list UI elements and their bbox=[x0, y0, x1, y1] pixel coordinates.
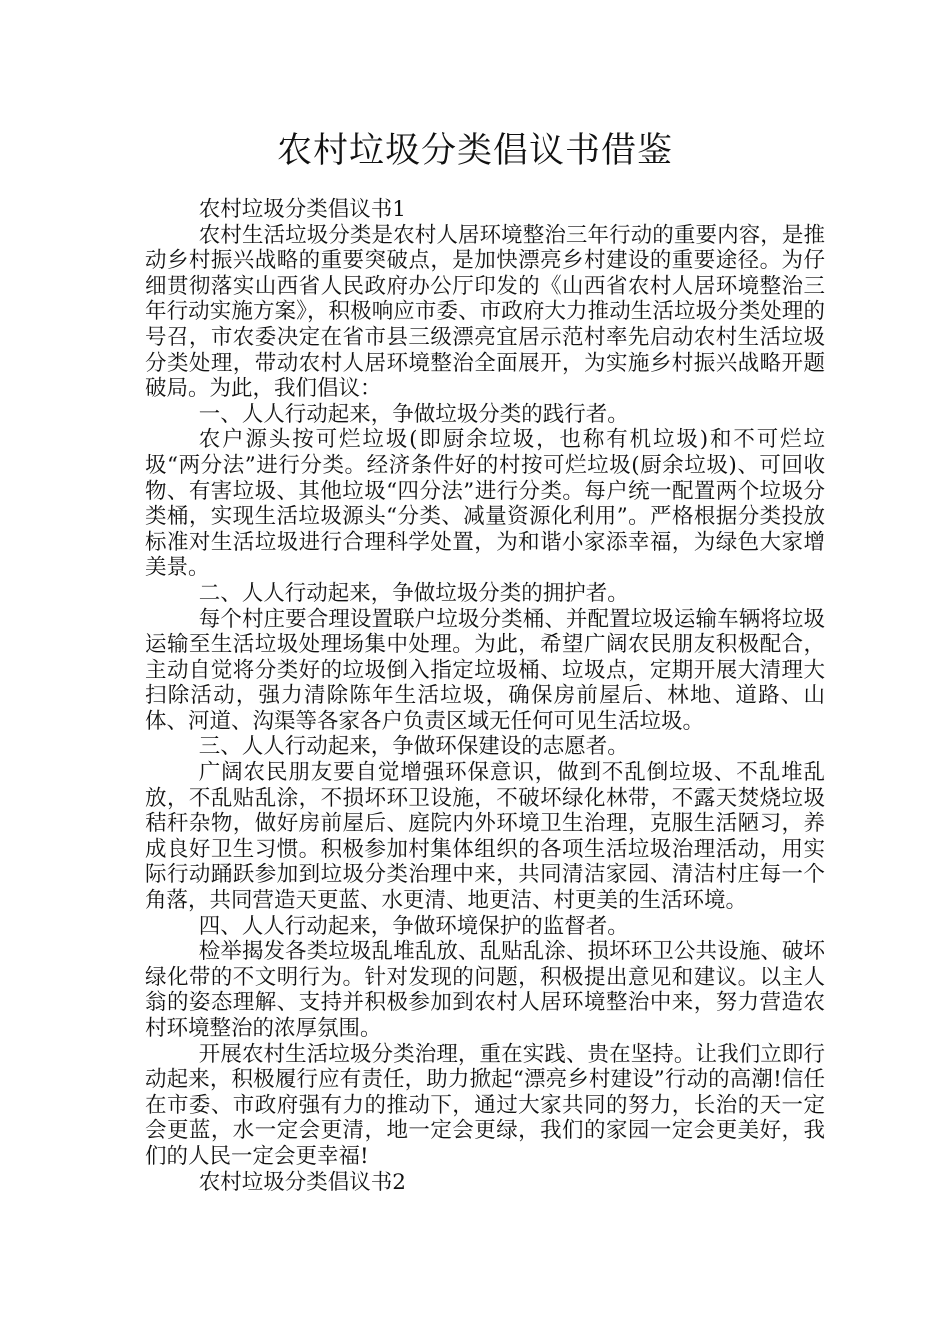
point-body-2: 每个村庄要合理设置联户垃圾分类桶、并配置垃圾运输车辆将垃圾运输至生活垃圾处理场集中处理。为此，希望广阔农民朋友积极配合，主动自觉将分类好的垃圾倒入指定垃圾桶、垃圾点，定期开展大清理大扫除活动，强力清除陈年生活垃圾，确保房前屋后、林地、道路、山体、河道、沟渠等各家各户负责区域无任何可见生活垃圾。 bbox=[145, 606, 825, 734]
section-heading-2: 农村垃圾分类倡议书2 bbox=[198, 1169, 406, 1195]
point-heading-2: 二、人人行动起来，争做垃圾分类的拥护者。 bbox=[198, 580, 629, 606]
point-body-1: 农户源头按可烂垃圾(即厨余垃圾，也称有机垃圾)和不可烂垃圾“两分法”进行分类。经济条件好的村按可烂垃圾(厨余垃圾)、可回收物、有害垃圾、其他垃圾“四分法”进行分类。每户统一配置两个垃圾分类桶，实现生活垃圾源头“分类、减量资源化利用”。严格根据分类投放标准对生活垃圾进行合理科学处置，为和谐小家添幸福，为绿色大家增美景。 bbox=[145, 427, 825, 581]
point-heading-1: 一、人人行动起来，争做垃圾分类的践行者。 bbox=[198, 401, 629, 427]
point-body-4: 检举揭发各类垃圾乱堆乱放、乱贴乱涂、损坏环卫公共设施、破坏绿化带的不文明行为。针对发现的问题，积极提出意见和建议。以主人翁的姿态理解、支持并积极参加到农村人居环境整治中来，努力营造农村环境整治的浓厚氛围。 bbox=[145, 939, 825, 1041]
document-body bbox=[145, 197, 825, 1195]
paragraph-intro: 农村生活垃圾分类是农村人居环境整治三年行动的重要内容，是推动乡村振兴战略的重要突破点，是加快漂亮乡村建设的重要途径。为仔细贯彻落实山西省人民政府办公厅印发的《山西省农村人居环境整治三年行动实施方案》，积极响应市委、市政府大力推动生活垃圾分类处理的号召，市农委决定在省市县三级漂亮宜居示范村率先启动农村生活垃圾分类处理，带动农村人居环境整治全面展开，为实施乡村振兴战略开题破局。为此，我们倡议： bbox=[145, 222, 825, 402]
document-title: 农村垃圾分类倡议书借鉴 bbox=[276, 131, 673, 171]
section-heading-1: 农村垃圾分类倡议书1 bbox=[198, 197, 406, 222]
point-body-3: 广阔农民朋友要自觉增强环保意识，做到不乱倒垃圾、不乱堆乱放，不乱贴乱涂，不损坏环卫设施，不破坏绿化林带，不露天焚烧垃圾秸秆杂物，做好房前屋后、庭院内外环境卫生治理，克服生活陋习，养成良好卫生习惯。积极参加村集体组织的各项生活垃圾治理活动，用实际行动踊跃参加到垃圾分类治理中来，共同清洁家园、清洁村庄每一个角落，共同营造天更蓝、水更清、地更洁、村更美的生活环境。 bbox=[145, 760, 825, 914]
paragraph-closing: 开展农村生活垃圾分类治理，重在实践、贵在坚持。让我们立即行动起来，积极履行应有责任，助力掀起“漂亮乡村建设”行动的高潮!信任在市委、市政府强有力的推动下，通过大家共同的努力，长治的天一定会更蓝，水一定会更清，地一定会更绿，我们的家园一定会更美好，我们的人民一定会更幸福! bbox=[145, 1041, 825, 1169]
point-heading-4: 四、人人行动起来，争做环境保护的监督者。 bbox=[198, 913, 629, 939]
point-heading-3: 三、人人行动起来，争做环保建设的志愿者。 bbox=[198, 734, 629, 760]
